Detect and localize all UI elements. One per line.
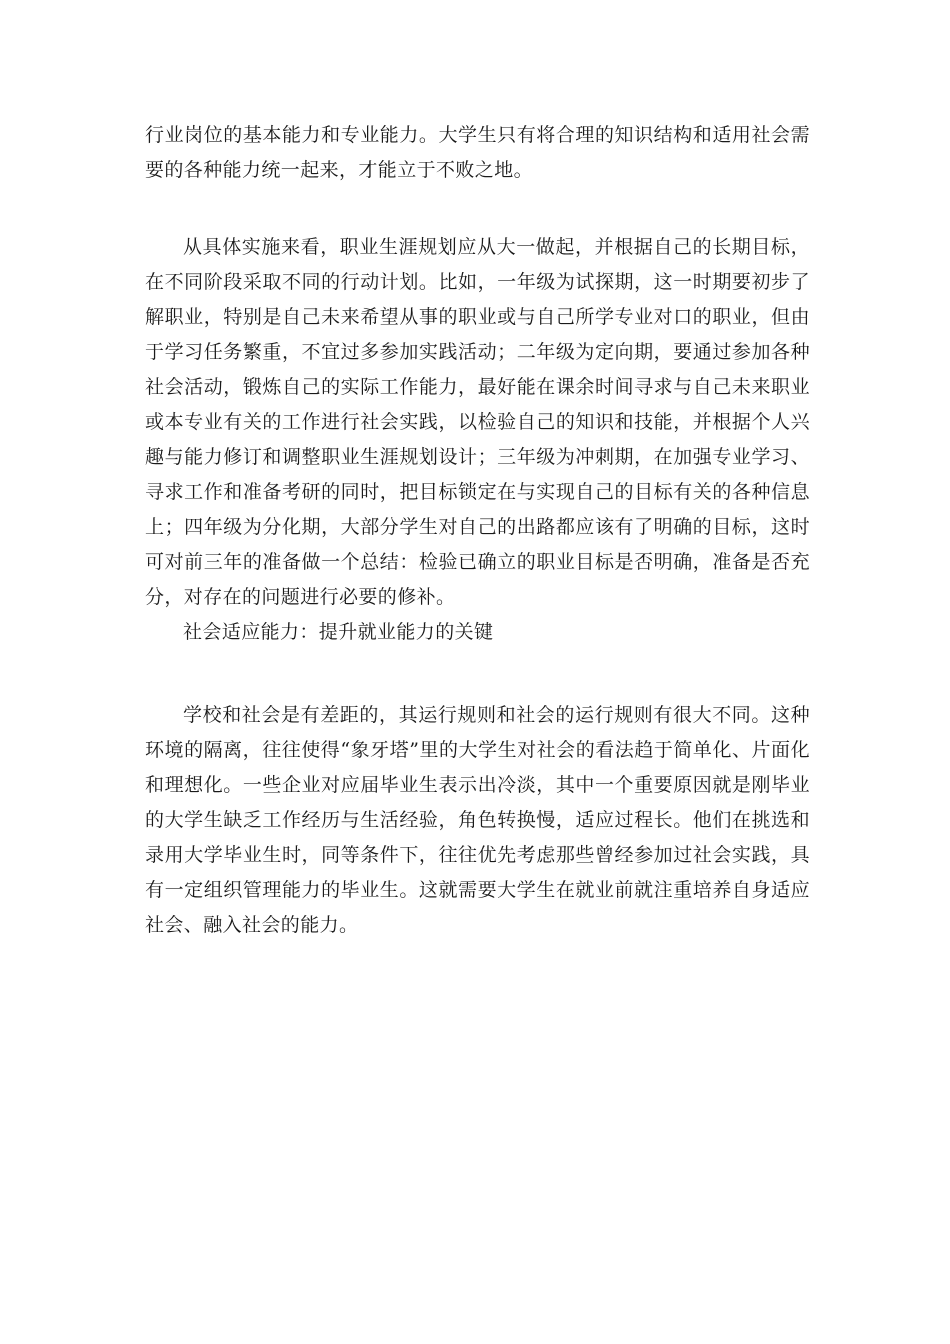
paragraph-social-adaptation: 学校和社会是有差距的，其运行规则和社会的运行规则有很大不同。这种环境的隔离，往往使得“象牙塔”里的大学生对社会的看法趋于简单化、片面化和理想化。一些企业对应届毕业生表示出冷淡，其中一个重要原因就是刚毕业的大学生缺乏工作经历与生活经验，角色转换慢，适应过程长。他们在挑选和录用大学毕业生时，同等条件下，往往优先考虑那些曾经参加过社会实践，具有一定组织管理能力的毕业生。这就需要大学生在就业前就注重培养自身适应社会、融入社会的能力。 (145, 704, 810, 936)
paragraph-continuation: 行业岗位的基本能力和专业能力。大学生只有将合理的知识结构和适用社会需要的各种能力统一起来，才能立于不败之地。 (145, 124, 810, 181)
section-heading: 社会适应能力：提升就业能力的关键 (183, 621, 494, 643)
paragraph-career-planning: 从具体实施来看，职业生涯规划应从大一做起，并根据自己的长期目标，在不同阶段采取不同的行动计划。比如，一年级为试探期，这一时期要初步了解职业，特别是自己未来希望从事的职业或与自己所学专业对口的职业，但由于学习任务繁重，不宜过多参加实践活动；二年级为定向期，要通过参加各种社会活动，锻炼自己的实际工作能力，最好能在课余时间寻求与自己未来职业或本专业有关的工作进行社会实践，以检验自己的知识和技能，并根据个人兴趣与能力修订和调整职业生涯规划设计；三年级为冲刺期，在加强专业学习、寻求工作和准备考研的同时，把目标锁定在与实现自己的目标有关的各种信息上；四年级为分化期，大部分学生对自己的出路都应该有了明确的目标，这时可对前三年的准备做一个总结：检验已确立的职业目标是否明确，准备是否充分，对存在的问题进行必要的修补。 (145, 236, 810, 608)
document-page (145, 118, 810, 943)
